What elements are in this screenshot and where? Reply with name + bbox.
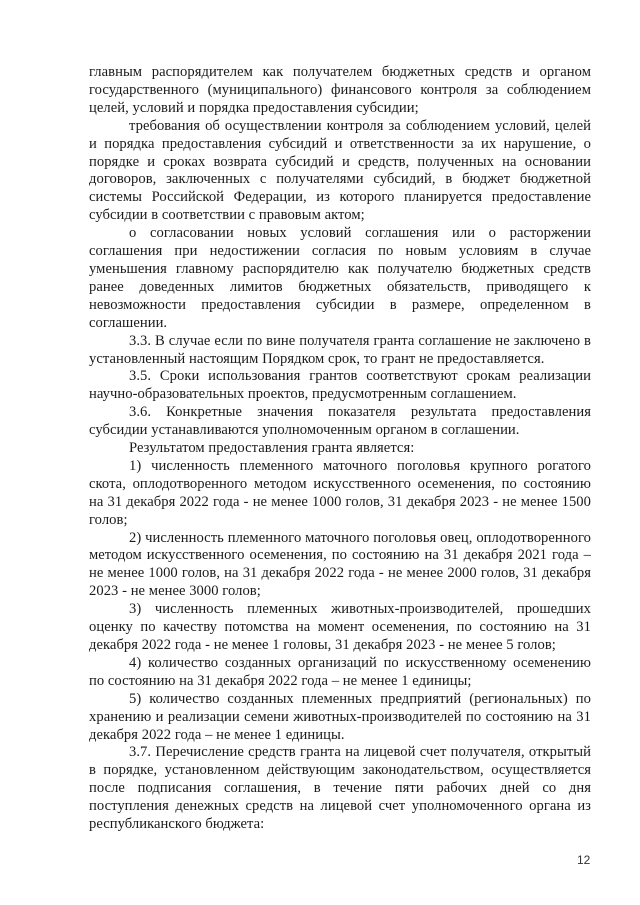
paragraph-8: 1) численность племенного маточного поголовья крупного рогатого скота, оплодотворенного методом искусственного осеменения, по состоянию на 31 декабря 2022 года - не менее 1000 голов, 31 декабря 2023 - не менее 1500 голов; xyxy=(89,457,591,528)
paragraph-4: 3.3. В случае если по вине получателя гранта соглашение не заключено в установленный настоящим Порядком срок, то грант не предоставляется. xyxy=(89,332,591,367)
paragraph-13: 3.7. Перечисление средств гранта на лицевой счет получателя, открытый в порядке, установленном действующим законодательством, осуществляется после подписания соглашения, в течение пяти рабочих дней со дня поступления денежных средств на лицевой счет уполномоченного органа из республиканского бюджета: xyxy=(89,744,591,833)
paragraph-2: требования об осуществлении контроля за соблюдением условий, целей и порядка предоставления субсидий и ответственности за их нарушение, о порядке и сроках возврата субсидий и средств, полученных на основании договоров, заключенных с получателями субсидий, в бюджет бюджетной системы Российской Федерации, из которого планируется предоставление субсидии в соответствии с правовым актом; xyxy=(89,117,591,224)
paragraph-7: Результатом предоставления гранта является: xyxy=(129,440,415,457)
paragraph-6: 3.6. Конкретные значения показателя результата предоставления субсидии устанавливаются уполномоченным органом в соглашении. xyxy=(89,404,591,439)
paragraph-5: 3.5. Сроки использования грантов соответствуют срокам реализации научно-образовательных проектов, предусмотренным соглашением. xyxy=(89,368,591,403)
document-body xyxy=(89,64,591,834)
paragraph-3: о согласовании новых условий соглашения или о расторжении соглашения при недостижении согласия по новым условиям в случае уменьшения главному распорядителю как получателю бюджетных средств ранее доведенных лимитов бюджетных обязательств, приводящего к невозможности предоставления субсидии в размере, определенном в соглашении. xyxy=(89,225,591,331)
paragraph-11: 4) количество созданных организаций по искусственному осеменению по состоянию на 31 декабря 2022 года – не менее 1 единицы; xyxy=(89,654,591,689)
paragraph-12: 5) количество созданных племенных предприятий (региональных) по хранению и реализации семени животных-производителей по состоянию на 31 декабря 2022 года – не менее 1 единицы. xyxy=(89,690,591,743)
page-number: 12 xyxy=(577,853,591,867)
paragraph-10: 3) численность племенных животных-производителей, прошедших оценку по качеству потомства на момент осеменения, по состоянию на 31 декабря 2022 года - не менее 1 головы, 31 декабря 2023 - не менее 5 голов; xyxy=(89,601,591,653)
paragraph-1: главным распорядителем как получателем бюджетных средств и органом государственного (муниципального) финансового контроля за соблюдением целей, условий и порядка предоставления субсидии; xyxy=(89,64,591,116)
paragraph-9: 2) численность племенного маточного поголовья овец, оплодотворенного методом искусственного осеменения, по состоянию на 31 декабря 2021 года – не менее 1000 голов, на 31 декабря 2022 года - не менее 2000 голов, 31 декабря 2023 - не менее 3000 голов; xyxy=(89,529,591,600)
